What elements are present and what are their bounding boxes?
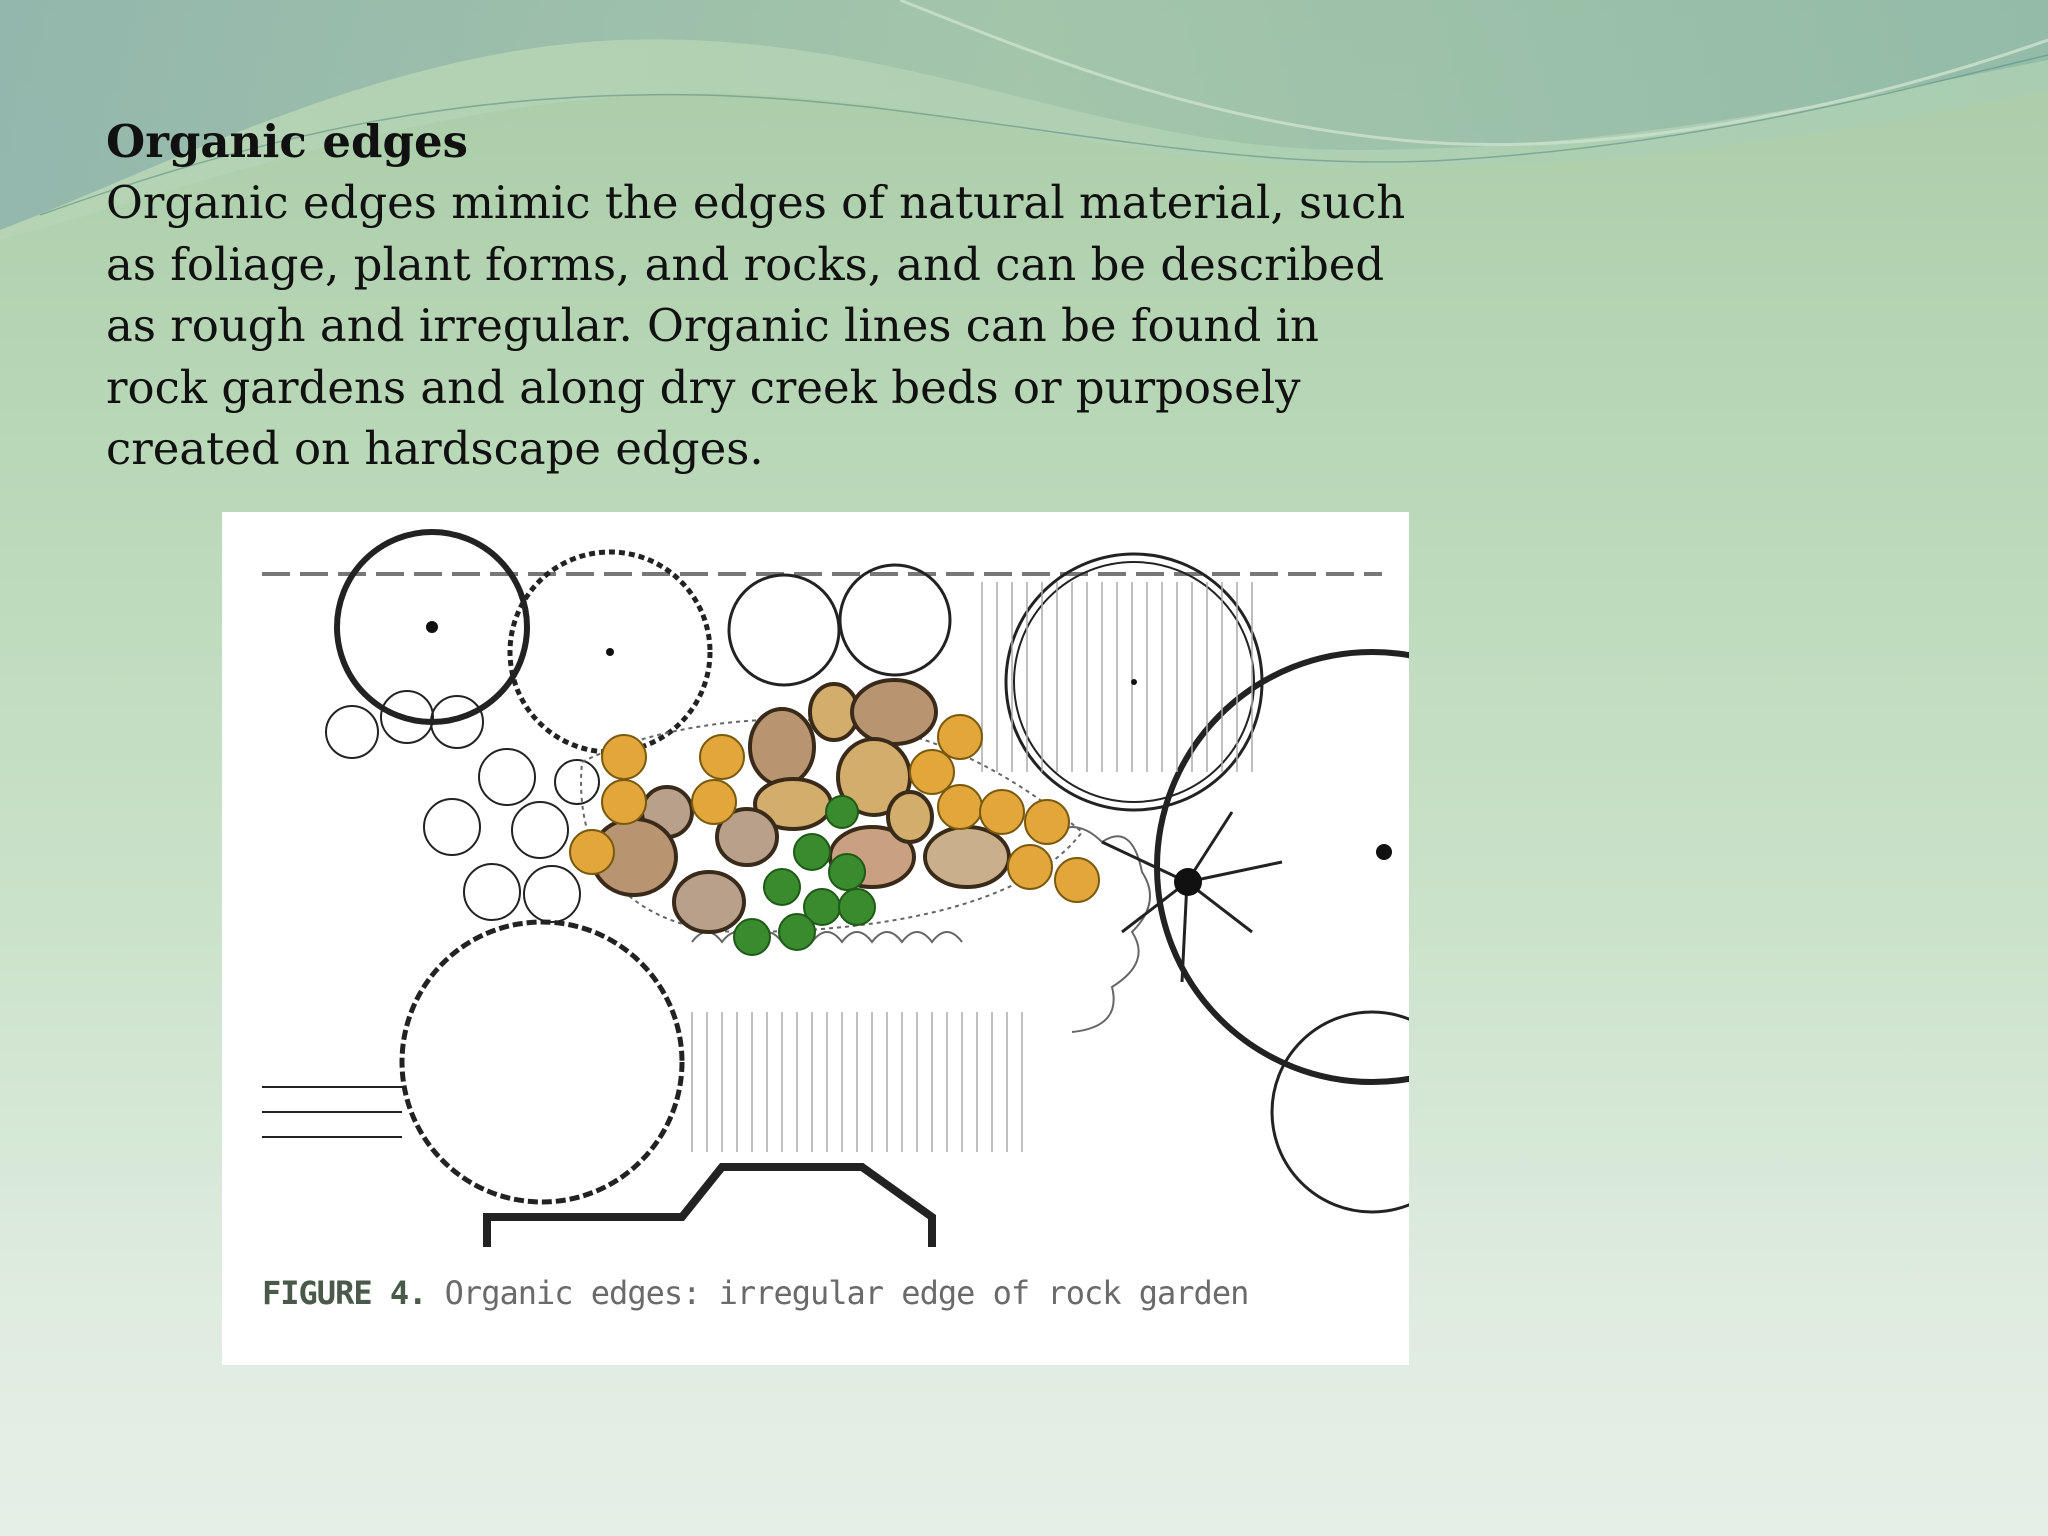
slide-body-paragraph: Organic edges mimic the edges of natural material, such as foliage, plant forms, and rocks, and can be described as rough and irregular. Organic lines can be found in rock gardens and along dry creek beds or purposely created on hardscape edges. (106, 176, 1406, 475)
figure-card (222, 512, 1409, 1365)
figure-caption (262, 1274, 1248, 1312)
figure-caption-text: Organic edges: irregular edge of rock garden (444, 1274, 1249, 1312)
slide-text-block (106, 112, 1426, 480)
figure-label: FIGURE 4. (262, 1274, 427, 1312)
rock-garden-plan-drawing (222, 512, 1409, 1252)
slide-heading: Organic edges (106, 115, 468, 168)
